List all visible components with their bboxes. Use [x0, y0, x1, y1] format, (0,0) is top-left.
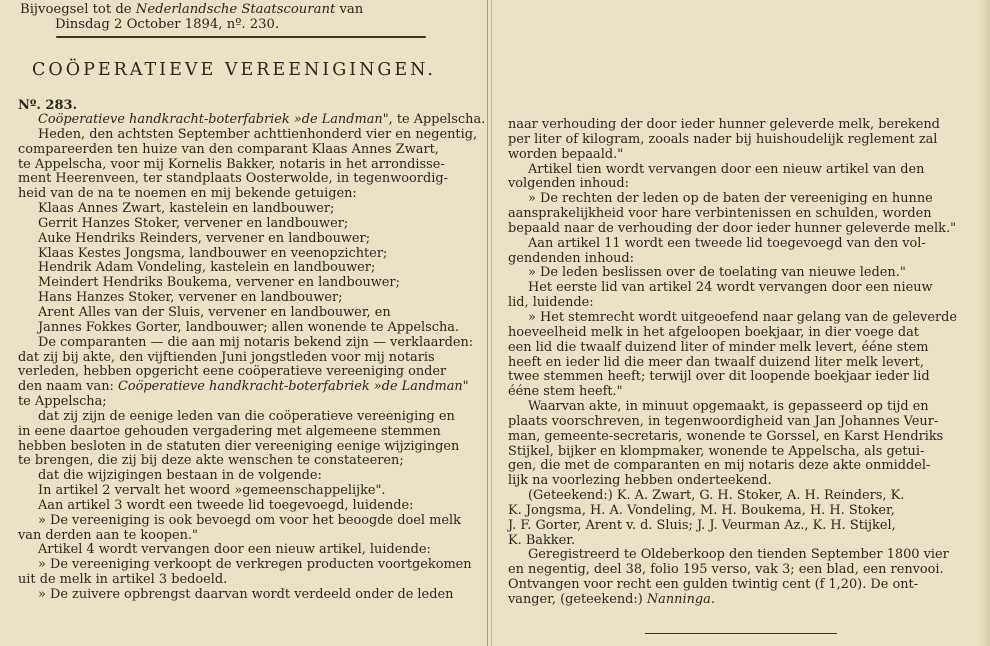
text-line: uit de melk in artikel 3 bedoeld.	[18, 572, 228, 588]
text-line: dat die wijzigingen bestaan in de volgende:	[38, 468, 322, 484]
column-divider	[487, 0, 488, 646]
text-line: per liter of kilogram, zooals nader bij huishoudelijk reglement zal	[508, 131, 938, 147]
text-line: Heden, den achtsten September achttienhonderd vier en negentig,	[38, 126, 478, 142]
text-line: van derden aan te koopen."	[18, 527, 198, 543]
section-title: COÖPERATIEVE VEREENIGINGEN.	[32, 60, 436, 80]
left-name-line: den naam van: Coöperatieve handkracht-boterfabriek »de Landman"	[18, 379, 469, 395]
notice-number: Nº. 283.	[18, 98, 78, 113]
text-line: te brengen, die zij bij deze akte wenschen te constateeren;	[18, 453, 404, 469]
text-line: Het eerste lid van artikel 24 wordt vervangen door een nieuw	[528, 280, 933, 296]
header-rule	[56, 36, 426, 38]
text-line: Klaas Kestes Jongsma, landbouwer en veenopzichter;	[38, 245, 388, 261]
text-line: Aan artikel 3 wordt een tweede lid toegevoegd, luidende:	[38, 497, 414, 513]
text-line: Gerrit Hanzes Stoker, vervener en landbouwer;	[38, 215, 349, 231]
text-line: bepaald naar de verhouding der door ieder hunner geleverde melk."	[508, 220, 957, 236]
text-line: en negentig, deel 38, folio 195 verso, vak 3; een blad, een renvooi.	[508, 562, 944, 578]
text-line: man, gemeente-secretaris, wonende te Gorssel, en Karst Hendriks	[508, 428, 944, 444]
right-column	[508, 118, 970, 608]
text-line: Stijkel, bijker en klompmaker, wonende te Appelscha, als getui-	[508, 443, 925, 459]
text-line: heeft en ieder lid die meer dan twaalf duizend liter melk levert,	[508, 354, 924, 370]
left-text-b	[18, 395, 470, 603]
text-line: (Geteekend:) K. A. Zwart, G. H. Stoker, A. H. Reinders, K.	[528, 488, 905, 504]
text-line: hebben besloten in de statuten dier vereeniging eenige wijzigingen	[18, 438, 460, 454]
text-line: lid, luidende:	[508, 295, 594, 311]
text-line: Waarvan akte, in minuut opgemaakt, is gepasseerd op tijd en	[528, 399, 929, 415]
text-line: plaats voorschreven, in tegenwoordigheid van Jan Johannes Veur-	[508, 413, 939, 429]
text-line: compareerden ten huize van den comparant Klaas Annes Zwart,	[18, 141, 439, 157]
closing-rule	[645, 633, 837, 634]
text-line: Hans Hanzes Stoker, vervener en landbouwer;	[38, 290, 343, 306]
text-line: in eene daartoe gehouden vergadering met algemeene stemmen	[18, 423, 441, 439]
paper-name: Nederlandsche Staatscourant	[135, 2, 336, 17]
text-line: verleden, hebben opgericht eene coöperatieve vereeniging onder	[18, 364, 447, 380]
text-line: Artikel tien wordt vervangen door een nieuw artikel van den	[528, 161, 925, 177]
text-line: Arent Alles van der Sluis, vervener en landbouwer, en	[38, 304, 391, 320]
text-line: naar verhouding der door ieder hunner geleverde melk, berekend	[508, 117, 940, 132]
text-line: » De rechten der leden op de baten der vereeniging en hunne	[528, 191, 933, 207]
text-line: volgenden inhoud:	[508, 176, 630, 192]
text-line: dat zij bij akte, den vijftienden Juni jongstleden voor mij notaris	[18, 349, 435, 365]
text-line: hoeveelheid melk in het afgeloopen boekjaar, in dier voege dat	[508, 324, 919, 340]
text-line: een lid die twaalf duizend liter of minder melk levert, ééne stem	[508, 339, 929, 355]
header-line-1: Bijvoegsel tot de Nederlandsche Staatscourant van	[20, 2, 364, 17]
text-line: lijk na voorlezing hebben onderteekend.	[508, 473, 772, 489]
text-line: Auke Hendriks Reinders, vervener en landbouwer;	[38, 230, 371, 246]
page-header	[18, 2, 470, 32]
text-line: ment Heerenveen, ter standplaats Oosterwolde, in tegenwoordig-	[18, 171, 448, 187]
text-line: K. Jongsma, H. A. Vondeling, M. H. Boukema, H. H. Stoker,	[508, 502, 895, 518]
text-line: ééne stem heeft."	[508, 384, 623, 400]
text-line: Artikel 4 wordt vervangen door een nieuw artikel, luidende:	[38, 542, 431, 558]
text-line: » Het stemrecht wordt uitgeoefend naar gelang van de geleverde	[528, 309, 957, 325]
text-line: » De zuivere opbrengst daarvan wordt verdeeld onder de leden	[38, 587, 454, 602]
text-line: Klaas Annes Zwart, kastelein en landbouwer;	[38, 201, 335, 217]
page-edge	[978, 0, 990, 646]
text-line: worden bepaald."	[508, 146, 624, 162]
column-divider-shadow	[491, 0, 492, 646]
text-line: In artikel 2 vervalt het woord »gemeenschappelijke".	[38, 483, 386, 499]
header-line-2: Dinsdag 2 October 1894, nº. 230.	[55, 17, 280, 32]
text-line: Meindert Hendriks Boukema, vervener en landbouwer;	[38, 275, 400, 291]
notice-title: Coöperatieve handkracht-boterfabriek »de Landman", te Appelscha.	[38, 112, 486, 127]
text-line: » De vereeniging is ook bevoegd om voor het beoogde doel melk	[38, 512, 461, 528]
left-text-a	[18, 126, 478, 380]
right-signature-line: vanger, (geteekend:) Nanninga.	[508, 592, 715, 607]
text-line: De comparanten — die aan mij notaris bekend zijn — verklaarden:	[38, 334, 474, 350]
text-line: gendenden inhoud:	[508, 250, 635, 266]
text-line: gen, die met de comparanten en mij notaris deze akte onmiddel-	[508, 458, 931, 474]
text-line: Ontvangen voor recht een gulden twintig cent (f 1,20). De ont-	[508, 577, 919, 593]
text-line: Hendrik Adam Vondeling, kastelein en landbouwer;	[38, 260, 376, 276]
text-line: J. F. Gorter, Arent v. d. Sluis; J. J. Veurman Az., K. H. Stijkel,	[508, 517, 896, 533]
text-line: dat zij zijn de eenige leden van die coöperatieve vereeniging en	[38, 408, 455, 424]
text-line: aansprakelijkheid voor hare verbintenissen en schulden, worden	[508, 206, 932, 222]
text-line: » De vereeniging verkoopt de verkregen producten voortgekomen	[38, 557, 472, 573]
text-line: te Appelscha;	[18, 394, 107, 410]
left-column	[18, 2, 486, 603]
text-line: heid van de na te noemen en mij bekende getuigen:	[18, 186, 357, 202]
text-line: K. Bakker.	[508, 532, 576, 548]
text-line: Jannes Fokkes Gorter, landbouwer; allen wonende te Appelscha.	[38, 319, 460, 335]
text-line: Geregistreerd te Oldeberkoop den tienden September 1800 vier	[528, 547, 949, 563]
text-line: twee stemmen heeft; terwijl over dit loopende boekjaar ieder lid	[508, 369, 930, 385]
text-line: te Appelscha, voor mij Kornelis Bakker, notaris in het arrondisse-	[18, 156, 445, 172]
right-text	[508, 118, 970, 593]
text-line: » De leden beslissen over de toelating van nieuwe leden."	[528, 265, 906, 281]
text-line: Aan artikel 11 wordt een tweede lid toegevoegd van den vol-	[528, 235, 926, 251]
